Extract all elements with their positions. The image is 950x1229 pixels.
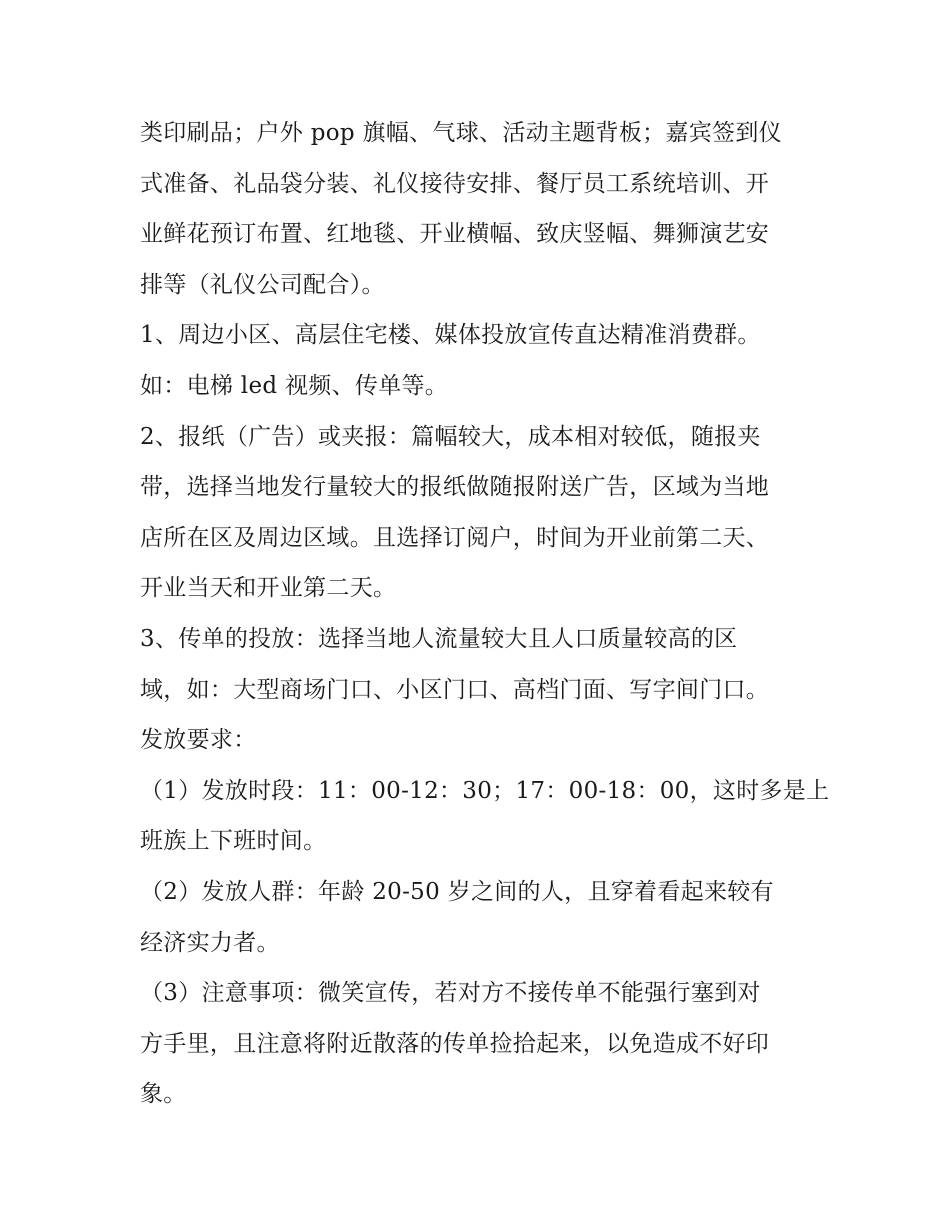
text-line: （1）发放时段：11：00-12：30；17：00-18：00，这时多是上	[140, 777, 830, 804]
text-line: 带，选择当地发行量较大的报纸做随报附送广告，区域为当地	[140, 474, 770, 501]
text-line: 2、报纸（广告）或夹报：篇幅较大，成本相对较低，随报夹	[140, 423, 761, 450]
text-line: 象。	[140, 1081, 187, 1108]
text-line: 1、周边小区、高层住宅楼、媒体投放宣传直达精准消费群。	[140, 322, 761, 349]
text-line: 开业当天和开业第二天。	[140, 575, 397, 602]
text-line: 类印刷品；户外 pop 旗幅、气球、活动主题背板；嘉宾签到仪	[140, 120, 782, 146]
text-line: 店所在区及周边区域。且选择订阅户，时间为开业前第二天、	[140, 524, 770, 551]
text-line: 班族上下班时间。	[140, 828, 327, 855]
text-line: 式准备、礼品袋分装、礼仪接待安排、餐厅员工系统培训、开	[140, 170, 770, 197]
text-line: 域，如：大型商场门口、小区门口、高档门面、写字间门口。	[140, 676, 770, 703]
text-line: 排等（礼仪公司配合）。	[140, 271, 385, 298]
text-line: 3、传单的投放：选择当地人流量较大且人口质量较高的区	[140, 625, 738, 652]
text-line: （3）注意事项：微笑宣传，若对方不接传单不能强行塞到对	[140, 980, 761, 1007]
text-line: 发放要求：	[140, 727, 257, 754]
document-body	[140, 108, 830, 1120]
text-line: 如：电梯 led 视频、传单等。	[140, 372, 449, 399]
text-line: 方手里，且注意将附近散落的传单捡拾起来，以免造成不好印	[140, 1030, 770, 1057]
text-line: （2）发放人群：年龄 20-50 岁之间的人，且穿着看起来较有	[140, 878, 774, 905]
text-line: 经济实力者。	[140, 929, 280, 956]
text-line: 业鲜花预订布置、红地毯、开业横幅、致庆竖幅、舞狮演艺安	[140, 221, 770, 248]
